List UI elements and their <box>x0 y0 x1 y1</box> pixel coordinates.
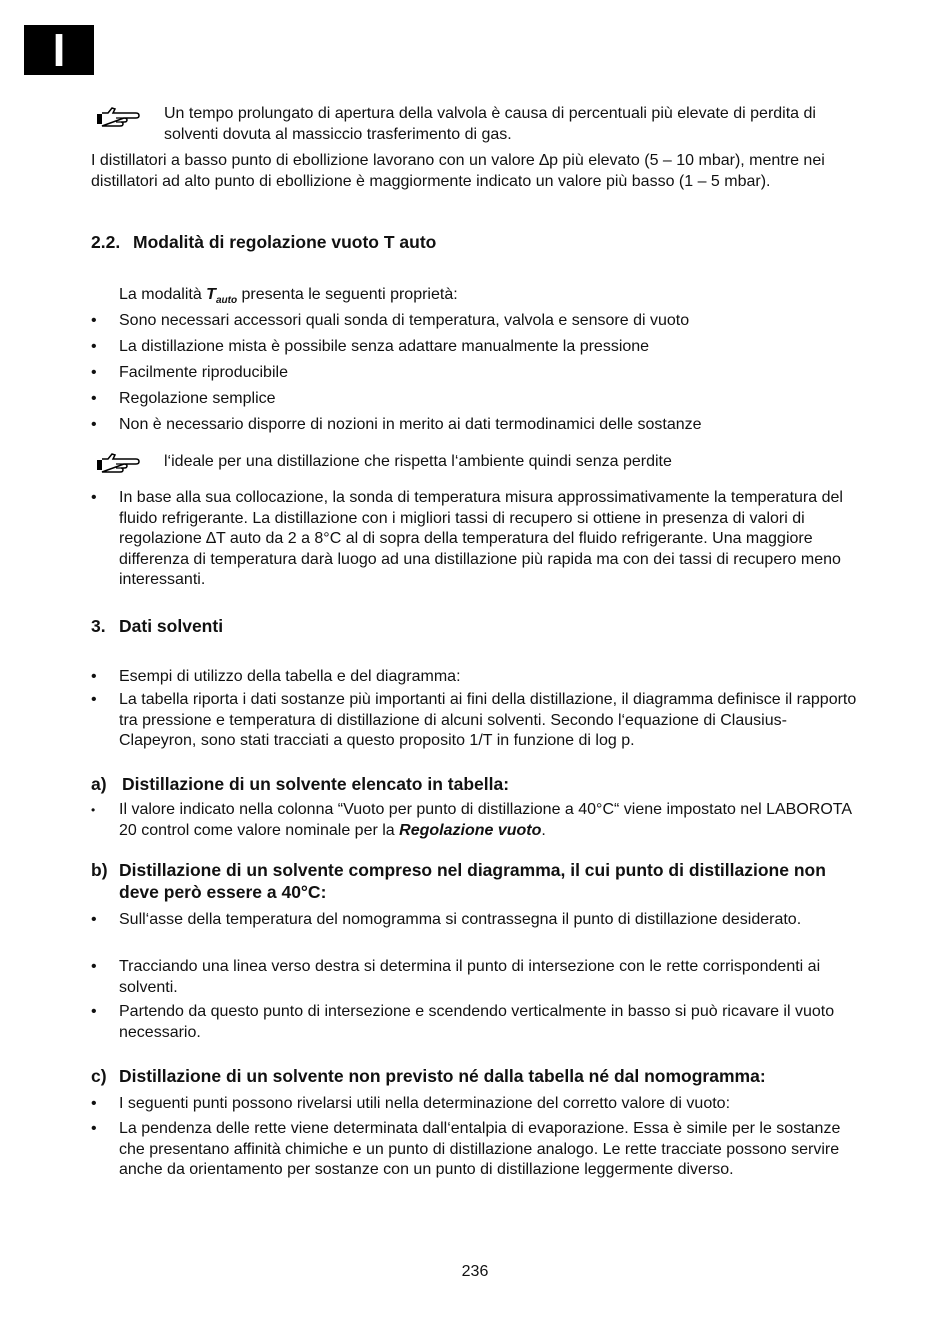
subsection-title: Distillazione di un solvente elencato in tabella: <box>122 774 510 794</box>
list-item-text: Partendo da questo punto di intersezione e scendendo verticalmente in basso si può ricavare il vuoto necessario. <box>119 1003 835 1041</box>
section-number: 2.2. <box>91 232 121 252</box>
subsection-label: c) <box>91 1066 107 1086</box>
intro-suffix: presenta le seguenti proprietà: <box>241 286 458 303</box>
emphasis-text: Regolazione vuoto <box>399 821 542 839</box>
bullet-icon: • <box>91 911 97 928</box>
list-item-text: Regolazione semplice <box>119 390 276 407</box>
bullet-icon: • <box>91 1095 97 1112</box>
bullet-icon: • <box>91 364 97 381</box>
list-item-text: Non è necessario disporre di nozioni in merito ai dati termodinamici delle sostanze <box>119 416 702 433</box>
note-text: l‘ideale per una distillazione che rispetta l‘ambiente quindi senza perdite <box>164 453 672 470</box>
subsection-label: b) <box>91 860 108 880</box>
bullet-icon: • <box>91 416 97 433</box>
section-number: 3. <box>91 616 106 636</box>
bullet-icon: • <box>91 668 97 685</box>
bullet-icon: • <box>91 1120 97 1137</box>
list-item-text: Sono necessari accessori quali sonda di temperatura, valvola e sensore di vuoto <box>119 312 690 329</box>
list-item-text-main: Il valore indicato nella colonna “Vuoto per punto di distillazione a 40°C“ viene impostato nel LABOROTA 20 control come valore nominale per la <box>119 801 852 839</box>
list-item-text: I seguenti punti possono rivelarsi utili nella determinazione del corretto valore di vuoto: <box>119 1095 731 1112</box>
list-item-text: La distillazione mista è possibile senza adattare manualmente la pressione <box>119 338 650 355</box>
list-item-text: Sull‘asse della temperatura del nomogramma si contrassegna il punto di distillazione desiderato. <box>119 911 802 928</box>
intro-prefix: La modalità <box>119 286 202 303</box>
bullet-icon: • <box>91 958 97 975</box>
bullet-icon: • <box>91 691 97 708</box>
section-heading <box>91 232 436 253</box>
t-subscript: auto <box>215 295 238 307</box>
list-item-text <box>119 800 861 841</box>
list-item-text-end: . <box>541 821 546 839</box>
bullet-icon: • <box>91 312 97 329</box>
bullet-icon: • <box>91 338 97 355</box>
list-item-text: Esempi di utilizzo della tabella e del diagramma: <box>119 668 461 685</box>
bullet-icon: • <box>91 489 97 506</box>
intro-line <box>119 285 859 312</box>
list-item-text: La pendenza delle rette viene determinata dall‘entalpia di evaporazione. Essa è simile per le sostanze che presentano affinità chimiche e un punto di distillazione analogo. Le rette tracciate possono servire anche da orientamento per sostanze con un punto di distillazione leggermente diverso. <box>119 1120 841 1178</box>
list-item-text: Tracciando una linea verso destra si determina il punto di intersezione con le rette corrispondenti ai solventi. <box>119 958 821 996</box>
language-tab: I <box>24 25 94 75</box>
subsection-title: Distillazione di un solvente non previsto né dalla tabella né dal nomogramma: <box>119 1066 766 1086</box>
subsection-label: a) <box>91 774 107 794</box>
t-symbol: T <box>206 286 216 303</box>
section-title: Dati solventi <box>119 616 224 636</box>
bullet-icon: • <box>91 803 96 817</box>
page-number: 236 <box>461 1263 489 1280</box>
list-item-text: La tabella riporta i dati sostanze più importanti ai fini della distillazione, il diagramma definisce il rapporto tra pressione e temperatura di distillazione di alcuni solventi. Secondo l‘equazione di Clausius-Clapeyron, sono stati tracciati a questo proposito 1/T in funzione di log p. <box>119 691 857 749</box>
note-text: Un tempo prolungato di apertura della valvola è causa di percentuali più elevate di perdita di solventi dovuta al massiccio trasferimento di gas. <box>164 105 816 143</box>
section-title: Modalità di regolazione vuoto T auto <box>133 232 437 252</box>
subsection-title: Distillazione di un solvente compreso nel diagramma, il cui punto di distillazione non deve però essere a 40°C: <box>119 860 826 902</box>
list-item-text: Facilmente riproducibile <box>119 364 288 381</box>
pointing-hand-icon <box>96 450 142 474</box>
section-heading <box>91 616 223 637</box>
paragraph: I distillatori a basso punto di ebollizione lavorano con un valore ∆p più elevato (5 – 10 mbar), mentre nei distillatori ad alto punto di ebollizione è maggiormente indicato un valore più basso (1 – 5 mbar). <box>91 152 825 190</box>
bullet-icon: • <box>91 1003 97 1020</box>
pointing-hand-icon <box>96 104 142 128</box>
bullet-icon: • <box>91 390 97 407</box>
list-item-text: In base alla sua collocazione, la sonda di temperatura misura approssimativamente la temperatura del fluido refrigerante. La distillazione con i migliori tassi di recupero si ottiene in presenza di valori di regolazione ∆T auto da 2 a 8°C al di sopra della temperatura del fluido refrigerante. Una maggiore differenza di temperatura darà luogo ad una distillazione più rapida ma con dei tassi di recupero meno interessanti. <box>119 489 843 588</box>
